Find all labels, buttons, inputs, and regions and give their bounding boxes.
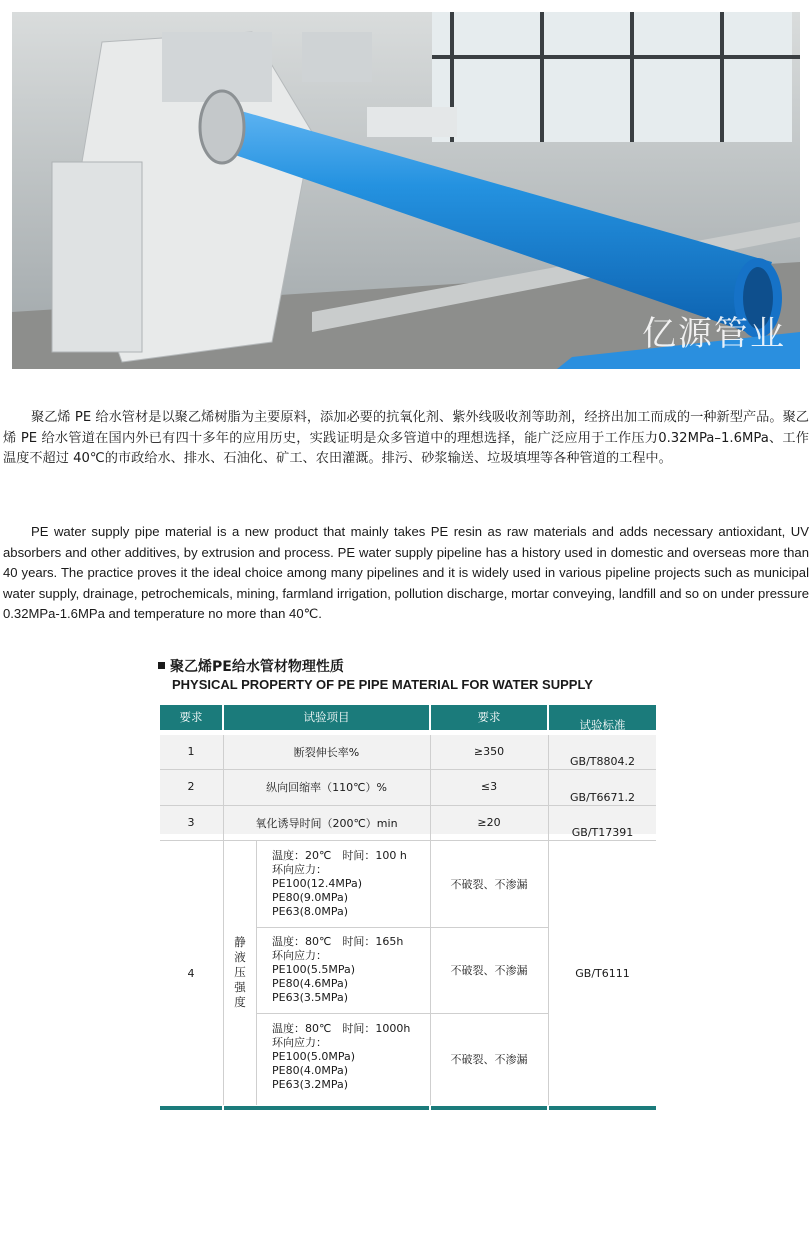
row4-no: 4 <box>187 966 195 980</box>
row3-no: 3 <box>187 816 195 829</box>
row1-item: 断裂伸长率% <box>293 745 360 759</box>
row1-std: GB/T8804.2 <box>570 754 635 768</box>
row4-sub3-cond: 温度：80℃ 时间：1000h 环向应力： PE100(5.0MPa) PE80(4.0MPa) PE63(3.2MPa) <box>272 1022 411 1091</box>
intro-paragraph-cn: 聚乙烯 PE 给水管材是以聚乙烯树脂为主要原料，添加必要的抗氧化剂、紫外线吸收剂等助剂，经挤出加工而成的一种新型产品。聚乙烯 PE 给水管道在国内外已有四十多年的应用历史，实践证明是众多管道中的理想选择，能广泛应用于工作压力0.32MPa–1.6MPa、工作温度不超过 40℃的市政给水、排水、石油化、矿工、农田灌溉。排污、砂浆输送、垃圾填埋等各种管道的工程中。 <box>3 410 809 466</box>
header-col-req: 要求 <box>431 705 547 730</box>
row1-req: ≥350 <box>473 745 505 758</box>
row2-item: 纵向回缩率（110℃）% <box>266 780 387 794</box>
table-title-cn: 聚乙烯PE给水管材物理性质 <box>170 659 344 675</box>
row3-req: ≥20 <box>477 816 501 829</box>
row4-sub2-req: 不破裂、不渗漏 <box>450 964 528 977</box>
table-title <box>158 658 593 694</box>
row2-std: GB/T6671.2 <box>570 790 635 804</box>
header-col-no: 要求 <box>160 705 222 730</box>
row4-sub1-cond: 温度：20℃ 时间：100 h 环向应力： PE100(12.4MPa) PE80(9.0MPa) PE63(8.0MPa) <box>272 849 407 918</box>
row1-no: 1 <box>187 745 195 758</box>
row4-std: GB/T6111 <box>575 966 630 980</box>
square-bullet-icon <box>158 662 165 669</box>
row4-sub1-req: 不破裂、不渗漏 <box>450 878 528 891</box>
row2-req: ≤3 <box>480 780 498 793</box>
row4-group-label: 静 液 压 强 度 <box>234 935 246 1009</box>
row4-sub2-cond: 温度：80℃ 时间：165h 环向应力： PE100(5.5MPa) PE80(4.6MPa) PE63(3.5MPa) <box>272 935 404 1004</box>
property-table <box>160 705 656 1110</box>
header-col-item: 试验项目 <box>224 705 429 730</box>
table-title-en: PHYSICAL PROPERTY OF PE PIPE MATERIAL FOR WATER SUPPLY <box>172 677 593 692</box>
header-col-std: 试验标准 <box>549 705 656 730</box>
row3-item: 氧化诱导时间（200℃）min <box>255 816 398 830</box>
row4-sub3-req: 不破裂、不渗漏 <box>450 1053 528 1066</box>
row3-std: GB/T17391 <box>571 825 634 839</box>
hero-photo <box>12 12 800 369</box>
intro-paragraph-en: PE water supply pipe material is a new product that mainly takes PE resin as raw materials and adds necessary antioxidant, UV absorbers and other additives, by extrusion and process. PE water supply pipeline has a history used in domestic and overseas more than 40 years. The practice proves it the ideal choice among many pipelines and it is widely used in various pipeline projects such as municipal water supply, drainage, petrochemicals, mining, farmland irrigation, pollution discharge, mortar conveying, landfill and so on under pressure 0.32MPa-1.6MPa and temperature no more than 40℃. <box>3 524 809 621</box>
watermark-text: 亿源管业 <box>642 314 786 354</box>
row2-no: 2 <box>187 780 195 793</box>
